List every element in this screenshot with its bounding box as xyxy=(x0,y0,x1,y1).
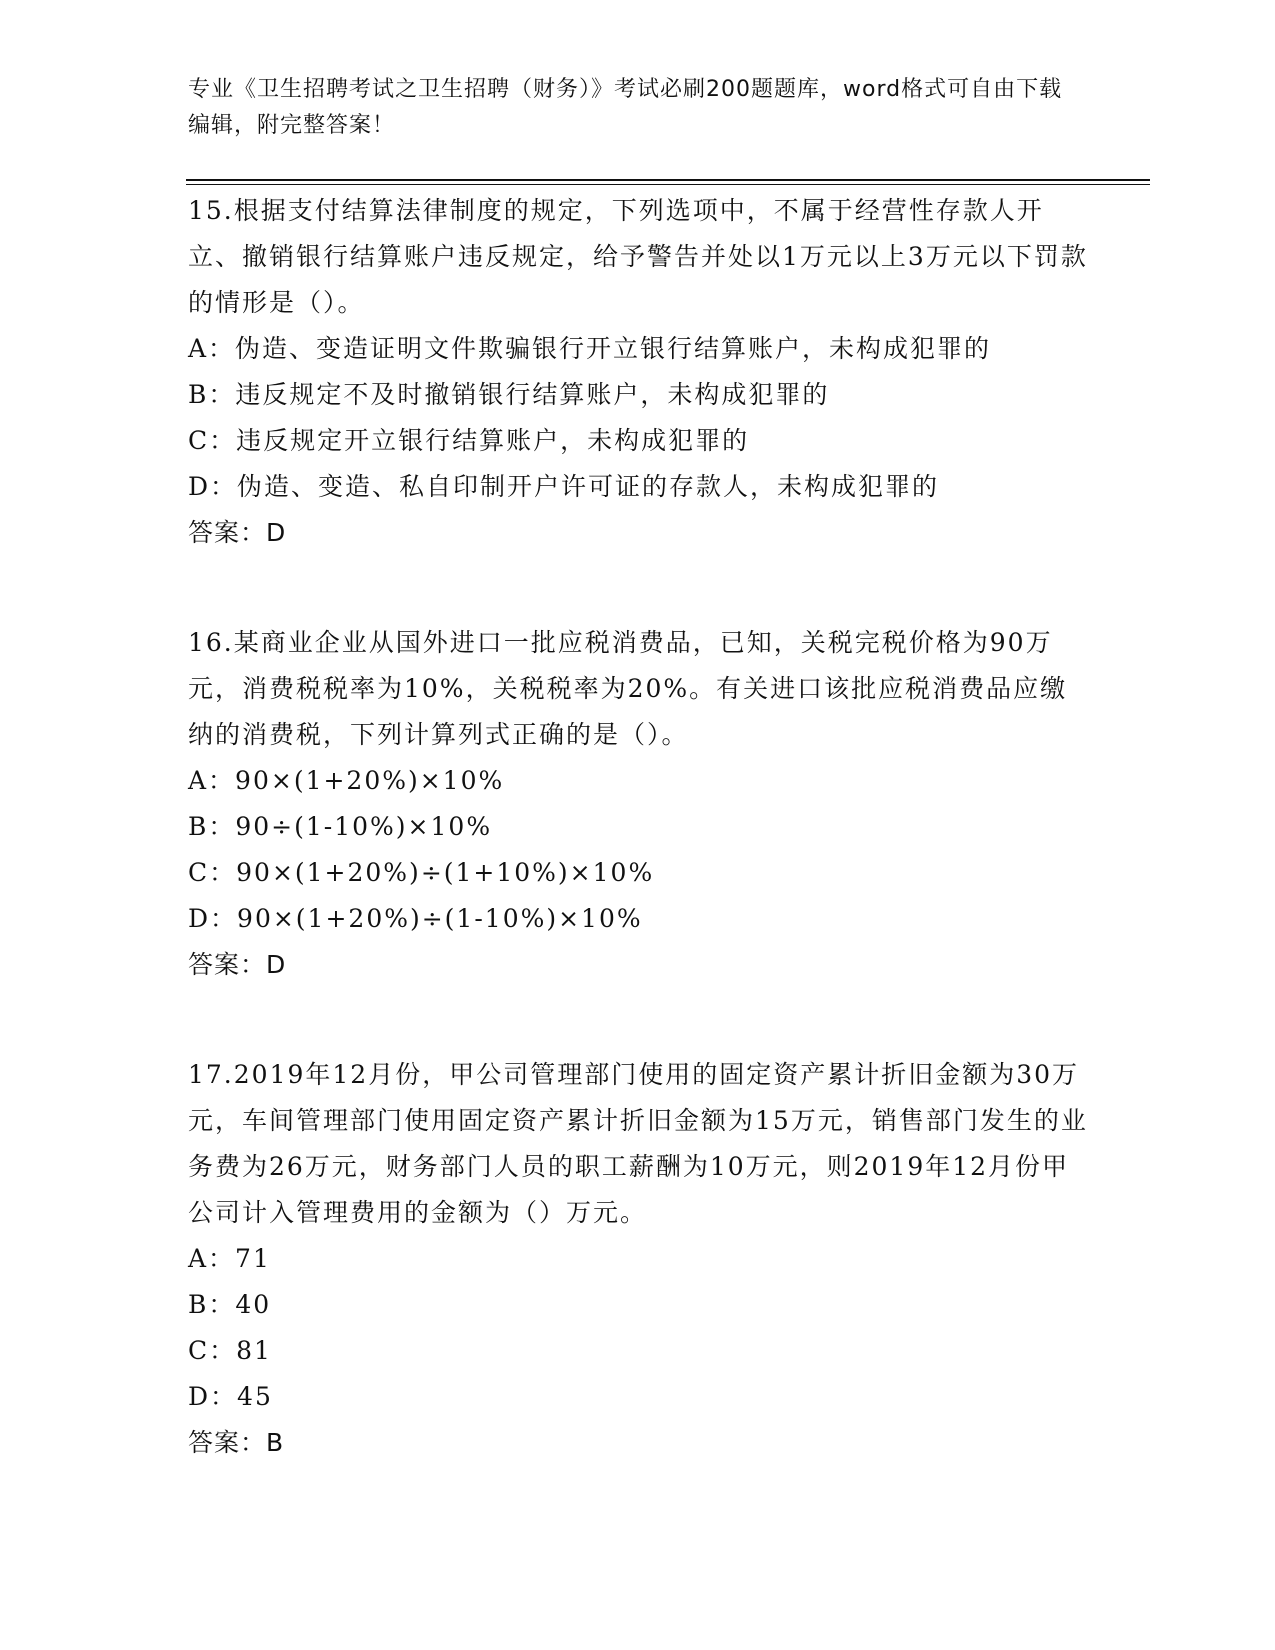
option-c: C：81 xyxy=(188,1336,272,1365)
question-spacer xyxy=(188,556,1088,620)
option-b: B：90÷(1-10%)×10% xyxy=(188,812,493,841)
question-spacer xyxy=(188,988,1088,1052)
answer: 答案：D xyxy=(188,518,287,547)
option-a: A：伪造、变造证明文件欺骗银行开立银行结算账户，未构成犯罪的 xyxy=(188,334,992,363)
header-divider-thin xyxy=(186,184,1150,185)
option-a: A：71 xyxy=(188,1244,271,1273)
answer: 答案：B xyxy=(188,1428,285,1457)
option-b: B：违反规定不及时撤销银行结算账户，未构成犯罪的 xyxy=(188,380,830,409)
option-d: D：45 xyxy=(188,1382,273,1411)
question-17 xyxy=(188,1052,1088,1466)
option-d: D：伪造、变造、私自印制开户许可证的存款人，未构成犯罪的 xyxy=(188,472,940,501)
question-stem: 15.根据支付结算法律制度的规定，下列选项中，不属于经营性存款人开立、撤销银行结算账户违反规定，给予警告并处以1万元以上3万元以下罚款的情形是（）。 xyxy=(188,196,1088,317)
header-divider-thick xyxy=(186,179,1150,181)
question-stem: 16.某商业企业从国外进口一批应税消费品，已知，关税完税价格为90万元，消费税税率为10%，关税税率为20%。有关进口该批应税消费品应缴纳的消费税，下列计算列式正确的是（）。 xyxy=(188,628,1068,749)
question-stem: 17.2019年12月份，甲公司管理部门使用的固定资产累计折旧金额为30万元，车间管理部门使用固定资产累计折旧金额为15万元，销售部门发生的业务费为26万元，财务部门人员的职工薪酬为10万元，则2019年12月份甲公司计入管理费用的金额为（）万元。 xyxy=(188,1060,1088,1227)
question-list xyxy=(188,188,1088,1466)
question-16 xyxy=(188,620,1088,988)
option-c: C：90×(1+20%)÷(1+10%)×10% xyxy=(188,858,655,887)
option-c: C：违反规定开立银行结算账户，未构成犯罪的 xyxy=(188,426,750,455)
option-a: A：90×(1+20%)×10% xyxy=(188,766,505,795)
answer: 答案：D xyxy=(188,950,287,979)
document-header: 专业《卫生招聘考试之卫生招聘（财务）》考试必刷200题题库，word格式可自由下载编辑，附完整答案！ xyxy=(188,77,1063,138)
option-d: D：90×(1+20%)÷(1-10%)×10% xyxy=(188,904,643,933)
question-15 xyxy=(188,188,1088,556)
option-b: B：40 xyxy=(188,1290,272,1319)
